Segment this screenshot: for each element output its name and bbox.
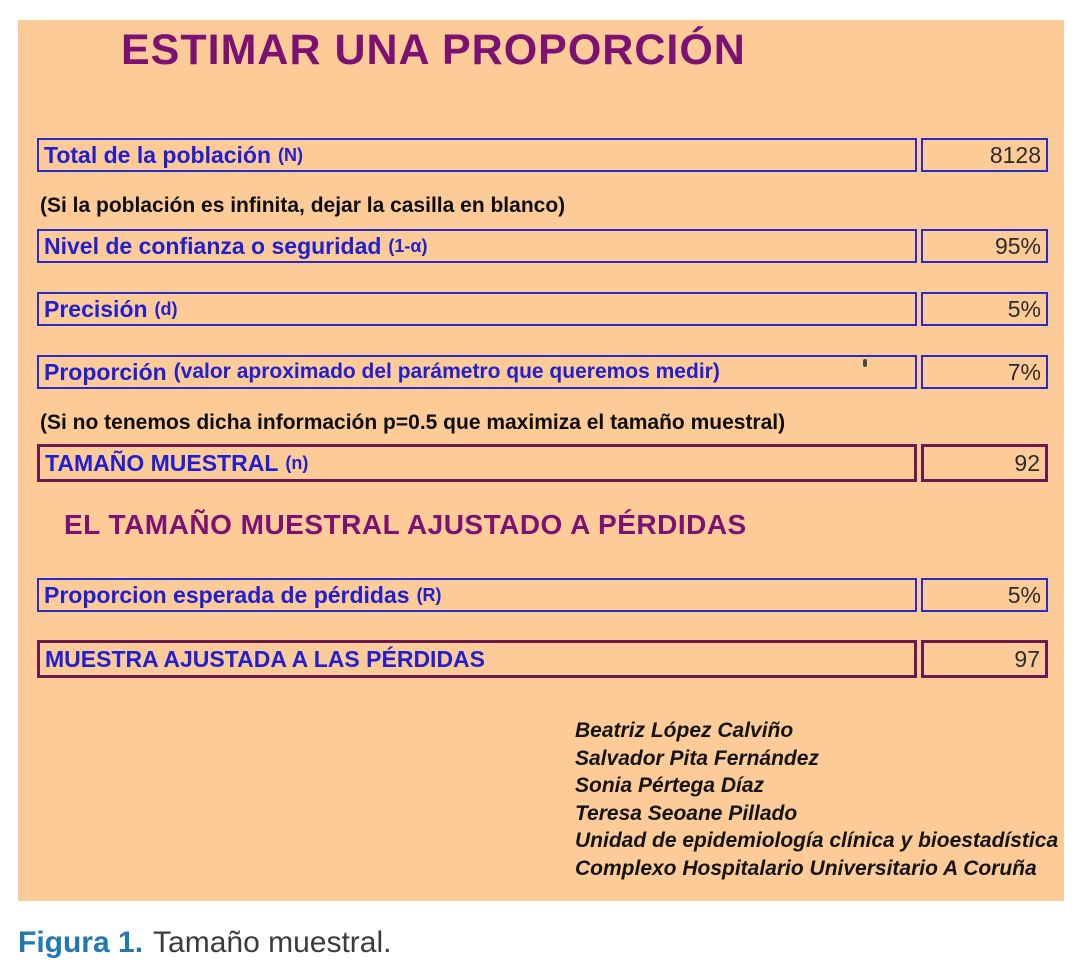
credit-hospital: Complexo Hospitalario Universitario A Coruña — [575, 856, 1037, 880]
tamano-muestral-result: 92 — [921, 444, 1048, 482]
credits-block — [575, 717, 1058, 882]
tamano-muestral-label-text: TAMAÑO MUESTRAL — [45, 449, 279, 476]
precision-label — [37, 292, 917, 326]
row-tamano-muestral — [37, 444, 1048, 482]
note-poblacion-infinita: (Si la población es infinita, dejar la casilla en blanco) — [40, 194, 566, 217]
precision-input[interactable]: 5% — [921, 292, 1048, 326]
row-precision — [37, 292, 1048, 326]
perdidas-input[interactable]: 5% — [921, 578, 1048, 612]
row-proporcion — [37, 355, 1048, 389]
credit-author: Sonia Pértega Díaz — [575, 774, 765, 797]
nivel-confianza-symbol: (1-α) — [388, 235, 428, 256]
credit-unit: Unidad de epidemiología clínica y bioestadística — [575, 829, 1059, 852]
muestra-ajustada-label — [37, 640, 917, 678]
note-p-maximiza: (Si no tenemos dicha información p=0.5 que maximiza el tamaño muestral) — [40, 411, 786, 434]
figure-caption — [18, 926, 391, 960]
nivel-confianza-label-text: Nivel de confianza o seguridad — [44, 232, 382, 259]
credit-author: Beatriz López Calviño — [575, 719, 794, 742]
row-perdidas — [37, 578, 1048, 612]
calculator-panel — [18, 20, 1064, 901]
figure-caption-text: Tamaño muestral. — [153, 926, 392, 959]
credit-author: Teresa Seoane Pillado — [575, 801, 798, 825]
nivel-confianza-input[interactable]: 95% — [921, 229, 1048, 263]
row-total-poblacion — [37, 138, 1048, 172]
adjusted-title: EL TAMAÑO MUESTRAL AJUSTADO A PÉRDIDAS — [64, 509, 747, 540]
calculator-title: ESTIMAR UNA PROPORCIÓN — [121, 26, 746, 74]
proporcion-input[interactable]: 7% — [921, 355, 1048, 389]
muestra-ajustada-result: 97 — [921, 640, 1048, 678]
nivel-confianza-label — [37, 229, 917, 263]
tamano-muestral-label — [37, 444, 917, 482]
perdidas-symbol: (R) — [416, 584, 442, 605]
total-poblacion-input[interactable]: 8128 — [921, 138, 1048, 172]
total-poblacion-symbol: (N) — [278, 144, 304, 165]
row-muestra-ajustada — [37, 640, 1048, 678]
precision-label-text: Precisión — [44, 295, 148, 322]
total-poblacion-label — [37, 138, 917, 172]
total-poblacion-label-text: Total de la población — [44, 141, 272, 168]
perdidas-label-text: Proporcion esperada de pérdidas — [44, 581, 410, 608]
proporcion-label — [37, 355, 917, 389]
row-nivel-confianza — [37, 229, 1048, 263]
stray-mark-artifact — [863, 359, 867, 367]
tamano-muestral-symbol: (n) — [285, 452, 309, 473]
proporcion-description: (valor aproximado del parámetro que queremos medir) — [173, 360, 720, 383]
precision-symbol: (d) — [154, 298, 178, 319]
figure-caption-label: Figura 1. — [18, 926, 144, 959]
proporcion-label-text: Proporción — [44, 358, 167, 385]
credit-author: Salvador Pita Fernández — [575, 746, 819, 770]
muestra-ajustada-label-text: MUESTRA AJUSTADA A LAS PÉRDIDAS — [45, 645, 485, 672]
perdidas-label — [37, 578, 917, 612]
